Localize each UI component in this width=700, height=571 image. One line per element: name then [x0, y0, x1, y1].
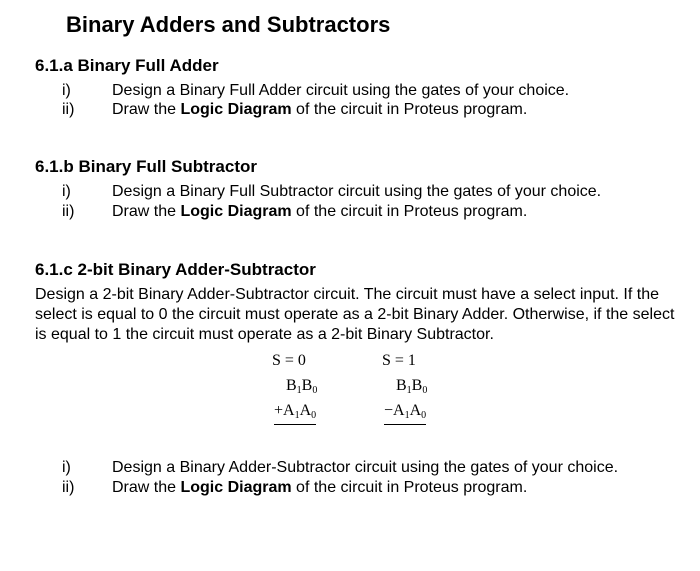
subscript: 0	[312, 385, 318, 396]
item-text-bold: Logic Diagram	[180, 203, 292, 220]
select-label-right: S = 1	[382, 352, 416, 369]
item-text-post: of the circuit in Proteus program.	[291, 203, 528, 220]
subscript: 1	[404, 410, 410, 421]
item-text-post: of the circuit in Proteus program.	[291, 101, 528, 118]
operand-b-right	[396, 377, 427, 396]
operand-a-left	[274, 402, 316, 425]
item-text-pre: Draw the	[112, 203, 181, 220]
subscript: 1	[296, 385, 302, 396]
section-heading-subtractor: 6.1.b Binary Full Subtractor	[35, 157, 257, 176]
item-text-bold: Logic Diagram	[180, 101, 292, 118]
var-b: B	[286, 377, 297, 394]
page-title: Binary Adders and Subtractors	[66, 12, 391, 37]
operator: −	[384, 402, 394, 419]
item-number: i)	[62, 82, 71, 99]
var-a: A	[283, 402, 295, 419]
section-paragraph: Design a 2-bit Binary Adder-Subtractor circuit. The circuit must have a select input. If the select is equal to 0 the circuit must operate as a 2-bit Binary Adder. Otherwise, if the select is equal to 1 the circuit must operate as a 2-bit Binary Subtractor.	[35, 286, 675, 343]
var-b: B	[411, 377, 423, 394]
item-text-post: of the circuit in Proteus program.	[291, 479, 528, 496]
subscript: 0	[311, 410, 317, 421]
var-a: A	[299, 402, 312, 419]
item-number: i)	[62, 459, 71, 476]
section-heading-adder-subtractor: 6.1.c 2-bit Binary Adder-Subtractor	[35, 260, 316, 279]
item-text-bold: Logic Diagram	[180, 479, 292, 496]
item-text: Design a Binary Adder-Subtractor circuit using the gates of your choice.	[112, 459, 619, 476]
var-a: A	[409, 402, 422, 419]
subscript: 0	[421, 410, 427, 421]
subscript: 0	[422, 385, 428, 396]
item-text	[112, 203, 527, 221]
operand-b-left	[286, 377, 317, 396]
item-text: Design a Binary Full Adder circuit using the gates of your choice.	[112, 82, 570, 99]
var-b: B	[301, 377, 313, 394]
operator: +	[274, 402, 284, 419]
item-text-pre: Draw the	[112, 479, 181, 496]
item-text	[112, 101, 527, 119]
section-heading-adder: 6.1.a Binary Full Adder	[35, 56, 219, 75]
operand-a-right	[384, 402, 426, 425]
item-number: i)	[62, 183, 71, 200]
var-a: A	[393, 402, 405, 419]
item-text: Design a Binary Full Subtractor circuit using the gates of your choice.	[112, 183, 602, 200]
item-text	[112, 479, 527, 497]
item-number: ii)	[62, 479, 75, 496]
item-number: ii)	[62, 101, 75, 118]
subscript: 1	[406, 385, 412, 396]
select-label-left: S = 0	[272, 352, 306, 369]
item-text-pre: Draw the	[112, 101, 181, 118]
var-b: B	[396, 377, 407, 394]
item-number: ii)	[62, 203, 75, 220]
subscript: 1	[294, 410, 300, 421]
